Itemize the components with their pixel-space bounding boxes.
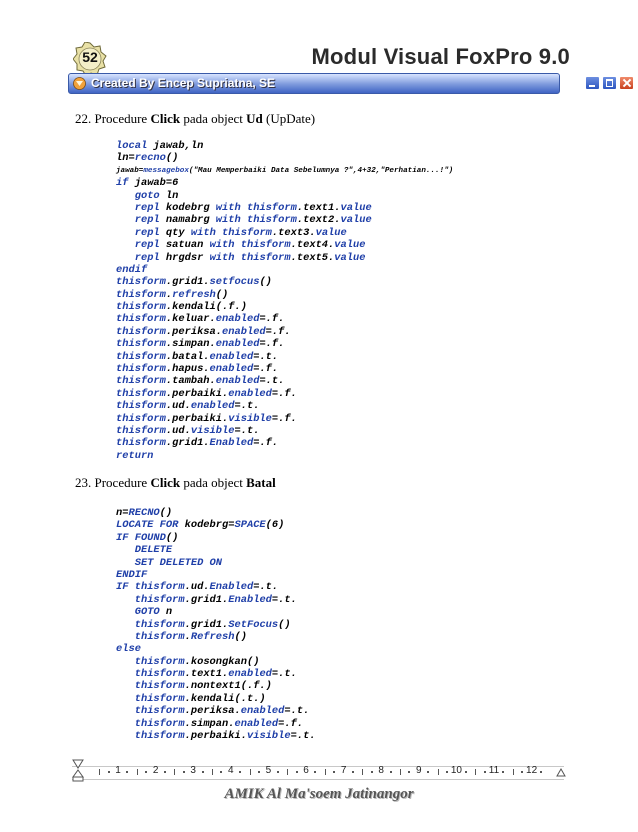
code-line bbox=[116, 557, 316, 569]
code-line bbox=[116, 569, 316, 581]
code-text: .grid1. bbox=[165, 276, 210, 289]
code-text bbox=[116, 594, 135, 606]
code-text: ("Mau Memperbaiki Data Sebelumnya ?",4+32,"Perhatian...!") bbox=[188, 166, 454, 175]
code-keyword: value bbox=[315, 226, 347, 239]
code-keyword: else bbox=[116, 643, 141, 656]
code-keyword: value bbox=[340, 201, 372, 214]
code-keyword: thisform bbox=[134, 668, 185, 681]
code-text: .grid1. bbox=[184, 593, 229, 606]
code-keyword: visible bbox=[190, 424, 235, 437]
code-line bbox=[116, 338, 453, 350]
close-icon bbox=[619, 76, 634, 90]
code-line bbox=[116, 668, 316, 680]
code-keyword: with thisform bbox=[215, 201, 297, 214]
code-keyword: enabled bbox=[240, 705, 285, 718]
code-text: .batal. bbox=[165, 350, 210, 363]
ruler-label: 11 bbox=[488, 765, 500, 776]
code-keyword: IF thisform bbox=[116, 581, 185, 594]
code-text: =.t. bbox=[259, 375, 285, 388]
section-heading-23 bbox=[75, 475, 276, 491]
code-keyword: Refresh bbox=[190, 630, 235, 643]
code-keyword: goto bbox=[134, 189, 166, 202]
footer-institution: AMIK Al Ma'soem Jatinangor bbox=[224, 786, 414, 802]
ruler-label: 7 bbox=[340, 765, 347, 776]
code-text bbox=[116, 668, 135, 680]
code-keyword: setfocus bbox=[209, 276, 260, 289]
ruler-dot bbox=[239, 771, 241, 773]
code-keyword: thisform bbox=[134, 593, 185, 606]
code-keyword: repl bbox=[134, 239, 166, 252]
ruler-dot bbox=[183, 771, 185, 773]
code-text: .perbaiki. bbox=[165, 412, 229, 425]
ruler-dot bbox=[408, 771, 410, 773]
code-text: jawab= bbox=[116, 166, 144, 175]
code-text: .kosongkan() bbox=[184, 655, 260, 668]
code-line bbox=[116, 400, 453, 412]
code-text bbox=[116, 680, 135, 692]
code-line bbox=[116, 276, 453, 288]
code-line bbox=[116, 351, 453, 363]
code-text bbox=[116, 718, 135, 730]
code-text bbox=[116, 190, 135, 202]
section-heading-22 bbox=[75, 111, 315, 127]
code-keyword: thisform bbox=[134, 730, 185, 743]
ruler-label: 8 bbox=[378, 765, 384, 776]
maximize-icon bbox=[602, 76, 617, 90]
ruler-dot bbox=[126, 771, 128, 773]
ruler-dot bbox=[352, 771, 354, 773]
ruler-label: 12 bbox=[526, 765, 538, 776]
code-keyword: thisform bbox=[116, 437, 166, 450]
code-text: () bbox=[159, 507, 173, 519]
ruler bbox=[72, 759, 564, 783]
code-text: .text1. bbox=[296, 201, 341, 214]
ruler-tick bbox=[325, 769, 326, 775]
code-text: n= bbox=[116, 507, 129, 519]
code-keyword: thisform bbox=[116, 350, 166, 363]
code-text: .periksa. bbox=[184, 705, 241, 718]
code-line bbox=[116, 631, 316, 643]
ruler-dot bbox=[521, 771, 523, 773]
code-text bbox=[116, 252, 135, 264]
code-keyword: visible bbox=[246, 730, 291, 743]
code-line bbox=[116, 301, 453, 313]
code-keyword: thisform bbox=[116, 325, 166, 338]
code-keyword: repl bbox=[134, 214, 166, 227]
code-text: .perbaiki. bbox=[184, 730, 247, 743]
code-text: =.t. bbox=[284, 705, 310, 718]
code-line bbox=[116, 388, 453, 400]
code-keyword: repl bbox=[134, 201, 166, 214]
page-number-badge bbox=[73, 42, 107, 76]
code-keyword: enabled bbox=[190, 400, 235, 413]
code-keyword: refresh bbox=[172, 288, 216, 301]
code-line bbox=[116, 413, 453, 425]
heading-event: Click bbox=[150, 475, 181, 490]
code-text: =.f. bbox=[253, 363, 279, 376]
ruler-tick bbox=[174, 769, 175, 775]
ruler-dot bbox=[108, 771, 110, 773]
code-keyword: thisform bbox=[134, 680, 185, 693]
heading-prefix: 22. Procedure bbox=[75, 111, 151, 126]
code-line bbox=[116, 326, 453, 338]
code-keyword: thisform bbox=[116, 276, 166, 289]
code-keyword: SetFocus bbox=[228, 618, 279, 631]
ruler-dot bbox=[484, 771, 486, 773]
code-text bbox=[116, 631, 135, 643]
code-text bbox=[116, 619, 135, 631]
code-line bbox=[116, 177, 453, 189]
code-keyword: thisform bbox=[116, 387, 166, 400]
code-text: .hapus. bbox=[165, 363, 210, 376]
code-text: =.f. bbox=[253, 437, 279, 450]
hourglass-indent-icon bbox=[72, 759, 84, 783]
code-text: .simpan. bbox=[165, 338, 216, 351]
code-keyword: thisform bbox=[134, 692, 185, 705]
code-keyword: value bbox=[334, 251, 366, 264]
code-keyword: enabled bbox=[209, 350, 254, 363]
ruler-label: 1 bbox=[115, 765, 121, 776]
ruler-dot bbox=[220, 771, 222, 773]
code-keyword: enabled bbox=[234, 717, 279, 730]
code-keyword: Enabled bbox=[209, 437, 254, 450]
code-keyword: thisform bbox=[134, 717, 185, 730]
code-keyword: with thisform bbox=[209, 251, 291, 264]
code-keyword: endif bbox=[116, 263, 148, 276]
ruler-tick bbox=[137, 769, 138, 775]
code-line bbox=[116, 375, 453, 387]
code-line bbox=[116, 252, 453, 264]
code-text: =.f. bbox=[271, 412, 297, 425]
code-text: =.t. bbox=[253, 350, 279, 363]
code-text: (6) bbox=[265, 519, 285, 532]
heading-object: Batal bbox=[246, 475, 276, 490]
code-keyword: thisform bbox=[116, 288, 166, 301]
code-text: .perbaiki. bbox=[165, 387, 229, 400]
code-line bbox=[116, 165, 453, 177]
heading-middle: pada object bbox=[180, 475, 247, 490]
code-keyword: if bbox=[116, 177, 135, 190]
code-text: .text2. bbox=[296, 214, 341, 227]
code-keyword: messagebox bbox=[143, 166, 189, 175]
code-text: .kendali(.t.) bbox=[184, 692, 266, 705]
code-text bbox=[116, 239, 135, 251]
heading-object: Ud bbox=[246, 111, 263, 126]
code-keyword: thisform bbox=[116, 412, 166, 425]
code-text: jawab,ln bbox=[153, 140, 204, 152]
code-text: .grid1. bbox=[165, 437, 210, 450]
code-block-ud-click bbox=[116, 140, 453, 462]
ruler-dot bbox=[145, 771, 147, 773]
ruler-label: 6 bbox=[303, 765, 309, 776]
code-line bbox=[116, 680, 316, 692]
code-keyword: thisform bbox=[134, 705, 185, 718]
code-text: .simpan. bbox=[184, 717, 235, 730]
code-keyword: visible bbox=[228, 412, 272, 425]
code-keyword: repl bbox=[134, 251, 166, 264]
code-text: hrgdsr bbox=[165, 251, 210, 264]
ruler-label: 9 bbox=[416, 765, 422, 776]
code-keyword: enabled bbox=[228, 387, 272, 400]
code-keyword: enabled bbox=[222, 325, 266, 338]
code-text: =.f. bbox=[265, 325, 291, 338]
ruler-dot bbox=[427, 771, 429, 773]
code-keyword: ENDIF bbox=[116, 568, 148, 581]
code-keyword: recno bbox=[134, 152, 166, 165]
code-keyword: RECNO bbox=[128, 507, 160, 519]
code-keyword: thisform bbox=[134, 630, 185, 643]
code-text: .ud. bbox=[165, 424, 191, 437]
ruler-label: 10 bbox=[450, 765, 462, 776]
page-number: 52 bbox=[82, 49, 98, 65]
code-text: .tambah. bbox=[165, 375, 216, 388]
code-line bbox=[116, 606, 316, 618]
ruler-tick bbox=[287, 769, 288, 775]
code-text bbox=[116, 705, 135, 717]
created-by-label: Created By Encep Supriatna, SE bbox=[91, 76, 276, 90]
code-line bbox=[116, 202, 453, 214]
code-text: =.f. bbox=[259, 338, 285, 351]
ruler-dot bbox=[371, 771, 373, 773]
code-text: . bbox=[165, 288, 173, 301]
ruler-dot bbox=[333, 771, 335, 773]
ruler-tick bbox=[475, 769, 476, 775]
code-text: kodebrg= bbox=[184, 519, 235, 532]
code-keyword: thisform bbox=[134, 618, 185, 631]
code-line bbox=[116, 450, 453, 462]
code-text: () bbox=[278, 618, 291, 631]
ruler-label: 4 bbox=[228, 765, 234, 776]
fox-logo-icon bbox=[73, 77, 86, 90]
ruler-tick bbox=[400, 769, 401, 775]
code-line bbox=[116, 152, 453, 164]
code-line bbox=[116, 363, 453, 375]
code-text: .text3. bbox=[271, 226, 316, 239]
heading-prefix: 23. Procedure bbox=[75, 475, 151, 490]
code-text: namabrg bbox=[165, 214, 216, 227]
code-keyword: thisform bbox=[116, 400, 166, 413]
code-keyword: with thisform bbox=[215, 214, 297, 227]
window-titlebar bbox=[68, 73, 560, 94]
code-keyword: thisform bbox=[116, 363, 166, 376]
ruler-dot bbox=[164, 771, 166, 773]
code-text bbox=[116, 693, 135, 705]
code-text: =.f. bbox=[278, 717, 304, 730]
code-line bbox=[116, 190, 453, 202]
code-line bbox=[116, 544, 316, 556]
code-text: =.t. bbox=[234, 400, 260, 413]
right-indent-icon bbox=[556, 768, 566, 778]
code-text: qty bbox=[165, 226, 191, 239]
code-text: () bbox=[259, 276, 272, 289]
ruler-dot bbox=[296, 771, 298, 773]
code-keyword: value bbox=[334, 239, 366, 252]
ruler-label: 3 bbox=[190, 765, 196, 776]
code-keyword: repl bbox=[134, 226, 166, 239]
ruler-dot bbox=[540, 771, 542, 773]
ruler-dot bbox=[314, 771, 316, 773]
code-keyword: thisform bbox=[116, 424, 166, 437]
code-text: .keluar. bbox=[165, 313, 216, 326]
code-line bbox=[116, 693, 316, 705]
code-keyword: GOTO bbox=[134, 606, 166, 619]
code-text bbox=[116, 606, 135, 618]
code-text: n bbox=[165, 606, 173, 619]
code-text: =.t. bbox=[234, 424, 260, 437]
module-title: Modul Visual FoxPro 9.0 bbox=[311, 44, 570, 69]
code-keyword: Enabled bbox=[209, 581, 254, 594]
ruler-label: 5 bbox=[265, 765, 272, 776]
ruler-tick bbox=[362, 769, 363, 775]
code-keyword: thisform bbox=[116, 338, 166, 351]
code-text: jawab=6 bbox=[134, 177, 179, 190]
code-text: =.t. bbox=[253, 581, 279, 594]
code-line bbox=[116, 313, 453, 325]
code-keyword: enabled bbox=[215, 338, 260, 351]
code-block-batal-click bbox=[116, 507, 316, 742]
code-text: .text4. bbox=[290, 239, 335, 252]
code-text: .ud. bbox=[165, 400, 191, 413]
code-text bbox=[116, 656, 135, 668]
code-text: () bbox=[165, 152, 179, 165]
ruler-dot bbox=[446, 771, 448, 773]
ruler-tick bbox=[99, 769, 100, 775]
code-line bbox=[116, 214, 453, 226]
code-line bbox=[116, 705, 316, 717]
code-text: .text5. bbox=[290, 251, 335, 264]
code-keyword: thisform bbox=[116, 301, 166, 314]
ruler-tick bbox=[250, 769, 251, 775]
ruler-dot bbox=[258, 771, 260, 773]
code-keyword: with thisform bbox=[209, 239, 291, 252]
code-text: =.t. bbox=[271, 668, 297, 681]
ruler-label: 2 bbox=[152, 765, 159, 776]
code-text: =.f. bbox=[259, 313, 285, 326]
ruler-tick bbox=[212, 769, 213, 775]
code-text: () bbox=[165, 531, 179, 544]
code-line bbox=[116, 643, 316, 655]
code-line bbox=[116, 289, 453, 301]
ruler-dot bbox=[502, 771, 504, 773]
code-keyword: value bbox=[340, 214, 372, 227]
code-keyword: DELETE bbox=[134, 544, 173, 557]
code-line bbox=[116, 239, 453, 251]
code-line bbox=[116, 581, 316, 593]
code-text: =.f. bbox=[271, 387, 297, 400]
heading-suffix: (UpDate) bbox=[262, 111, 316, 126]
code-keyword: thisform bbox=[134, 655, 185, 668]
minimize-icon bbox=[585, 76, 600, 90]
code-text: . bbox=[184, 630, 191, 643]
code-text bbox=[116, 227, 135, 239]
code-keyword: IF FOUND bbox=[116, 531, 166, 544]
code-text: =.t. bbox=[290, 730, 316, 743]
code-text: .ud. bbox=[184, 581, 210, 594]
code-line bbox=[116, 619, 316, 631]
code-line bbox=[116, 730, 316, 742]
code-text: .grid1. bbox=[184, 618, 229, 631]
code-text bbox=[116, 214, 135, 226]
code-keyword: thisform bbox=[116, 313, 166, 326]
code-text: satuan bbox=[165, 239, 210, 252]
code-line bbox=[116, 532, 316, 544]
ruler-tick bbox=[513, 769, 514, 775]
ruler-dot bbox=[390, 771, 392, 773]
code-keyword: SPACE bbox=[234, 519, 266, 532]
code-text: .periksa. bbox=[165, 325, 223, 338]
code-text bbox=[116, 202, 135, 214]
code-keyword: return bbox=[116, 449, 154, 462]
code-keyword: SET DELETED ON bbox=[134, 556, 223, 569]
heading-middle: pada object bbox=[180, 111, 247, 126]
code-text: .nontext1(.f.) bbox=[184, 680, 272, 693]
ruler-dot bbox=[465, 771, 467, 773]
code-text: ln bbox=[165, 189, 179, 202]
code-line bbox=[116, 519, 316, 531]
code-keyword: enabled bbox=[215, 375, 260, 388]
code-keyword: local bbox=[116, 140, 154, 152]
heading-event: Click bbox=[150, 111, 181, 126]
ruler-dot bbox=[202, 771, 204, 773]
code-text: .kendali(.f.) bbox=[165, 301, 247, 314]
code-line bbox=[116, 718, 316, 730]
ruler-dot bbox=[277, 771, 279, 773]
code-line bbox=[116, 507, 316, 519]
code-keyword: LOCATE FOR bbox=[116, 519, 185, 532]
code-line bbox=[116, 437, 453, 449]
ruler-tick bbox=[438, 769, 439, 775]
code-keyword: enabled bbox=[228, 668, 272, 681]
code-text: =.t. bbox=[271, 593, 297, 606]
code-keyword: Enabled bbox=[228, 593, 272, 606]
code-keyword: enabled bbox=[209, 363, 254, 376]
code-text bbox=[116, 544, 135, 556]
code-text: () bbox=[234, 630, 247, 643]
code-line bbox=[116, 425, 453, 437]
code-line bbox=[116, 140, 453, 152]
code-keyword: with thisform bbox=[190, 226, 272, 239]
code-text: () bbox=[215, 288, 229, 301]
code-text: .text1. bbox=[184, 668, 229, 681]
code-keyword: thisform bbox=[116, 375, 166, 388]
code-line bbox=[116, 227, 453, 239]
code-line bbox=[116, 264, 453, 276]
code-line bbox=[116, 656, 316, 668]
code-line bbox=[116, 594, 316, 606]
code-keyword: enabled bbox=[215, 313, 260, 326]
code-text: kodebrg bbox=[165, 201, 216, 214]
code-text bbox=[116, 730, 135, 742]
code-text bbox=[116, 557, 135, 569]
code-text: ln= bbox=[116, 152, 135, 165]
